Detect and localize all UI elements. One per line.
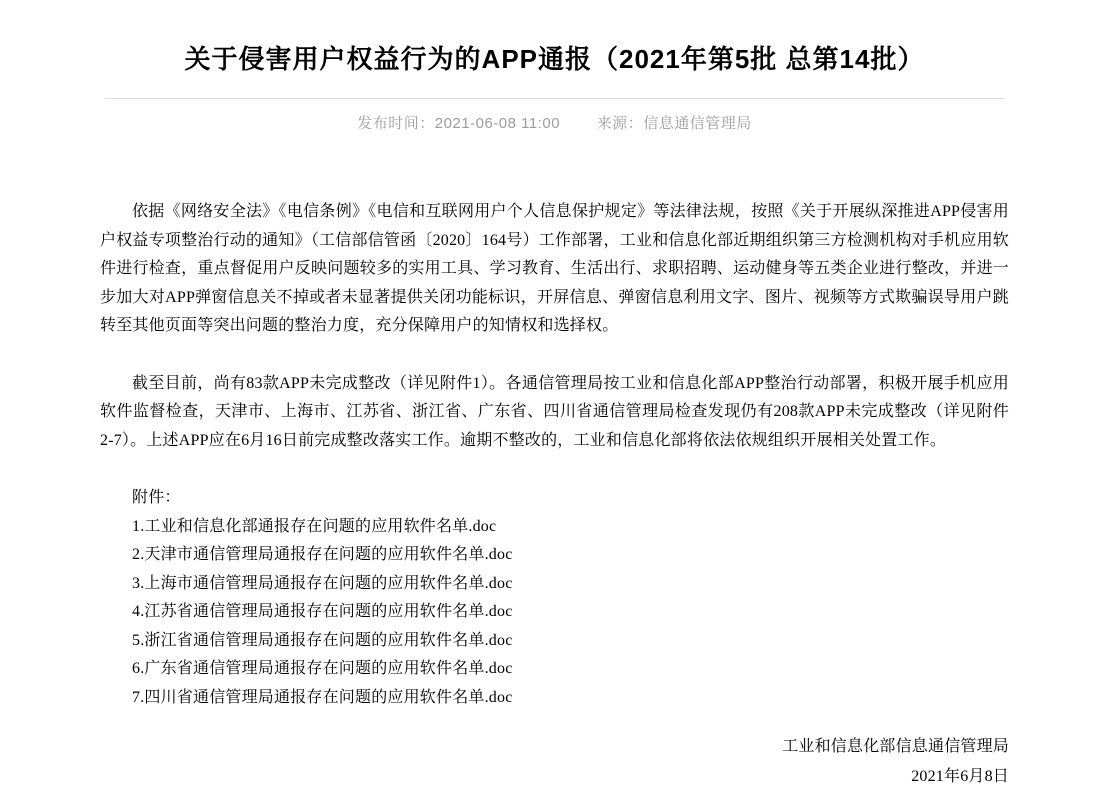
body-paragraph-2: 截至目前，尚有83款APP未完成整改（详见附件1）。各通信管理局按工业和信息化部APP整治行动部署，积极开展手机应用软件监督检查，天津市、上海市、江苏省、浙江省、广东省、四川省通信管理局检查发现仍有208款APP未完成整改（详见附件2-7）。上述APP应在6月16日前完成整改落实工作。逾期不整改的，工业和信息化部将依法依规组织开展相关处置工作。 — [100, 374, 1009, 449]
source-label: 来源： — [596, 115, 644, 132]
source-value: 信息通信管理局 — [643, 115, 752, 132]
attachments-heading: 附件： — [132, 489, 181, 506]
article-body — [100, 198, 1009, 792]
attachment-link-3[interactable]: 3.上海市通信管理局通报存在问题的应用软件名单.doc — [132, 574, 513, 592]
page-title: 关于侵害用户权益行为的APP通报（2021年第5批 总第14批） — [184, 44, 925, 74]
meta-bar — [0, 116, 1109, 132]
attachment-link-7[interactable]: 7.四川省通信管理局通报存在问题的应用软件名单.doc — [132, 688, 513, 706]
publish-time-value: 2021-06-08 11:00 — [434, 115, 561, 132]
publish-time-label: 发布时间： — [357, 115, 435, 132]
signature-date: 2021年6月8日 — [911, 768, 1009, 785]
title-divider — [105, 98, 1005, 99]
signature-block — [100, 732, 1009, 792]
signature-org: 工业和信息化部信息通信管理局 — [782, 738, 1009, 755]
attachment-link-6[interactable]: 6.广东省通信管理局通报存在问题的应用软件名单.doc — [132, 660, 513, 677]
attachment-link-1[interactable]: 1.工业和信息化部通报存在问题的应用软件名单.doc — [132, 517, 497, 535]
source-group — [597, 115, 752, 132]
attachments-section — [100, 484, 1009, 712]
body-paragraph-1: 依据《网络安全法》《电信条例》《电信和互联网用户个人信息保护规定》等法律法规，按照《关于开展纵深推进APP侵害用户权益专项整治行动的通知》（工信部信管函〔2020〕164号）工作部署，工业和信息化部近期组织第三方检测机构对手机应用软件进行检查，重点督促用户反映问题较多的实用工具、学习教育、生活出行、求职招聘、运动健身等五类企业进行整改，并进一步加大对APP弹窗信息关不掉或者未显著提供关闭功能标识，开屏信息、弹窗信息利用文字、图片、视频等方式欺骗误导用户跳转至其他页面等突出问题的整治力度，充分保障用户的知情权和选择权。 — [100, 203, 1009, 334]
attachment-link-5[interactable]: 5.浙江省通信管理局通报存在问题的应用软件名单.doc — [132, 631, 513, 649]
attachment-link-2[interactable]: 2.天津市通信管理局通报存在问题的应用软件名单.doc — [132, 546, 513, 563]
attachment-link-4[interactable]: 4.江苏省通信管理局通报存在问题的应用软件名单.doc — [132, 603, 513, 620]
